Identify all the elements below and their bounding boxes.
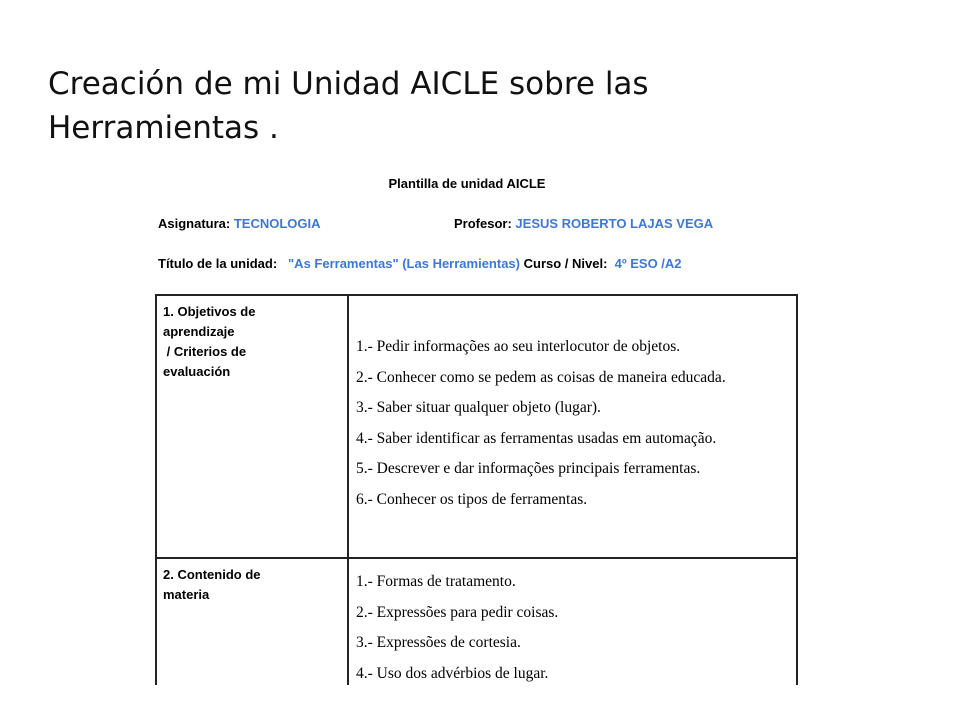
unit-title-value: "As Ferramentas" (Las Herramientas) bbox=[288, 256, 520, 271]
list-item: 4.- Saber identificar as ferramentas usadas em automação. bbox=[356, 429, 717, 447]
document-heading: Plantilla de unidad AICLE bbox=[388, 176, 546, 191]
list-item: 1.- Formas de tratamento. bbox=[356, 573, 516, 590]
list-item: 5.- Descrever e dar informações principais ferramentas. bbox=[356, 460, 701, 478]
list-item: 6.- Conhecer os tipos de ferramentas. bbox=[356, 490, 588, 508]
row-label-line: 1. Objetivos de bbox=[163, 304, 256, 319]
slide-title-line-1: Creación de mi Unidad AICLE sobre las bbox=[48, 66, 649, 102]
row-label-line: / Criterios de bbox=[163, 344, 247, 359]
list-item: 4.- Uso dos advérbios de lugar. bbox=[356, 664, 549, 682]
table-row bbox=[156, 558, 797, 685]
row-label-line: materia bbox=[163, 587, 210, 602]
slide-title bbox=[48, 62, 908, 150]
objectives-list bbox=[349, 296, 796, 516]
row-label-objectives bbox=[156, 295, 348, 558]
subject-field bbox=[158, 216, 321, 231]
template-document-image bbox=[150, 170, 810, 685]
row-label-line: 2. Contenido de bbox=[163, 567, 261, 582]
slide-title-line-2: Herramientas . bbox=[48, 110, 279, 146]
teacher-value: JESUS ROBERTO LAJAS VEGA bbox=[515, 216, 714, 231]
level-value: 4º ESO /A2 bbox=[614, 256, 682, 271]
unit-table bbox=[155, 294, 798, 685]
table-row bbox=[156, 295, 797, 558]
list-item: 1.- Pedir informações ao seu interlocutor de objetos. bbox=[356, 338, 681, 355]
list-item: 2.- Expressões para pedir coisas. bbox=[356, 603, 559, 621]
unit-title-label: Título de la unidad: bbox=[158, 256, 278, 271]
list-item: 2.- Conhecer como se pedem as coisas de maneira educada. bbox=[356, 368, 726, 386]
level-label: Curso / Nivel: bbox=[523, 256, 608, 271]
row-content-objectives bbox=[348, 295, 797, 558]
row-label-line: aprendizaje bbox=[163, 324, 235, 339]
unit-title-field bbox=[158, 256, 682, 271]
row-label-line: evaluación bbox=[163, 364, 231, 379]
list-item: 3.- Expressões de cortesia. bbox=[356, 634, 521, 652]
teacher-field bbox=[454, 216, 713, 231]
contents-list bbox=[349, 559, 796, 685]
row-content-subject-matter bbox=[348, 558, 797, 685]
subject-label: Asignatura: bbox=[158, 216, 231, 231]
subject-value: TECNOLOGIA bbox=[233, 216, 321, 231]
list-item: 3.- Saber situar qualquer objeto (lugar). bbox=[356, 399, 601, 417]
row-label-content bbox=[156, 558, 348, 685]
teacher-label: Profesor: bbox=[454, 216, 512, 231]
